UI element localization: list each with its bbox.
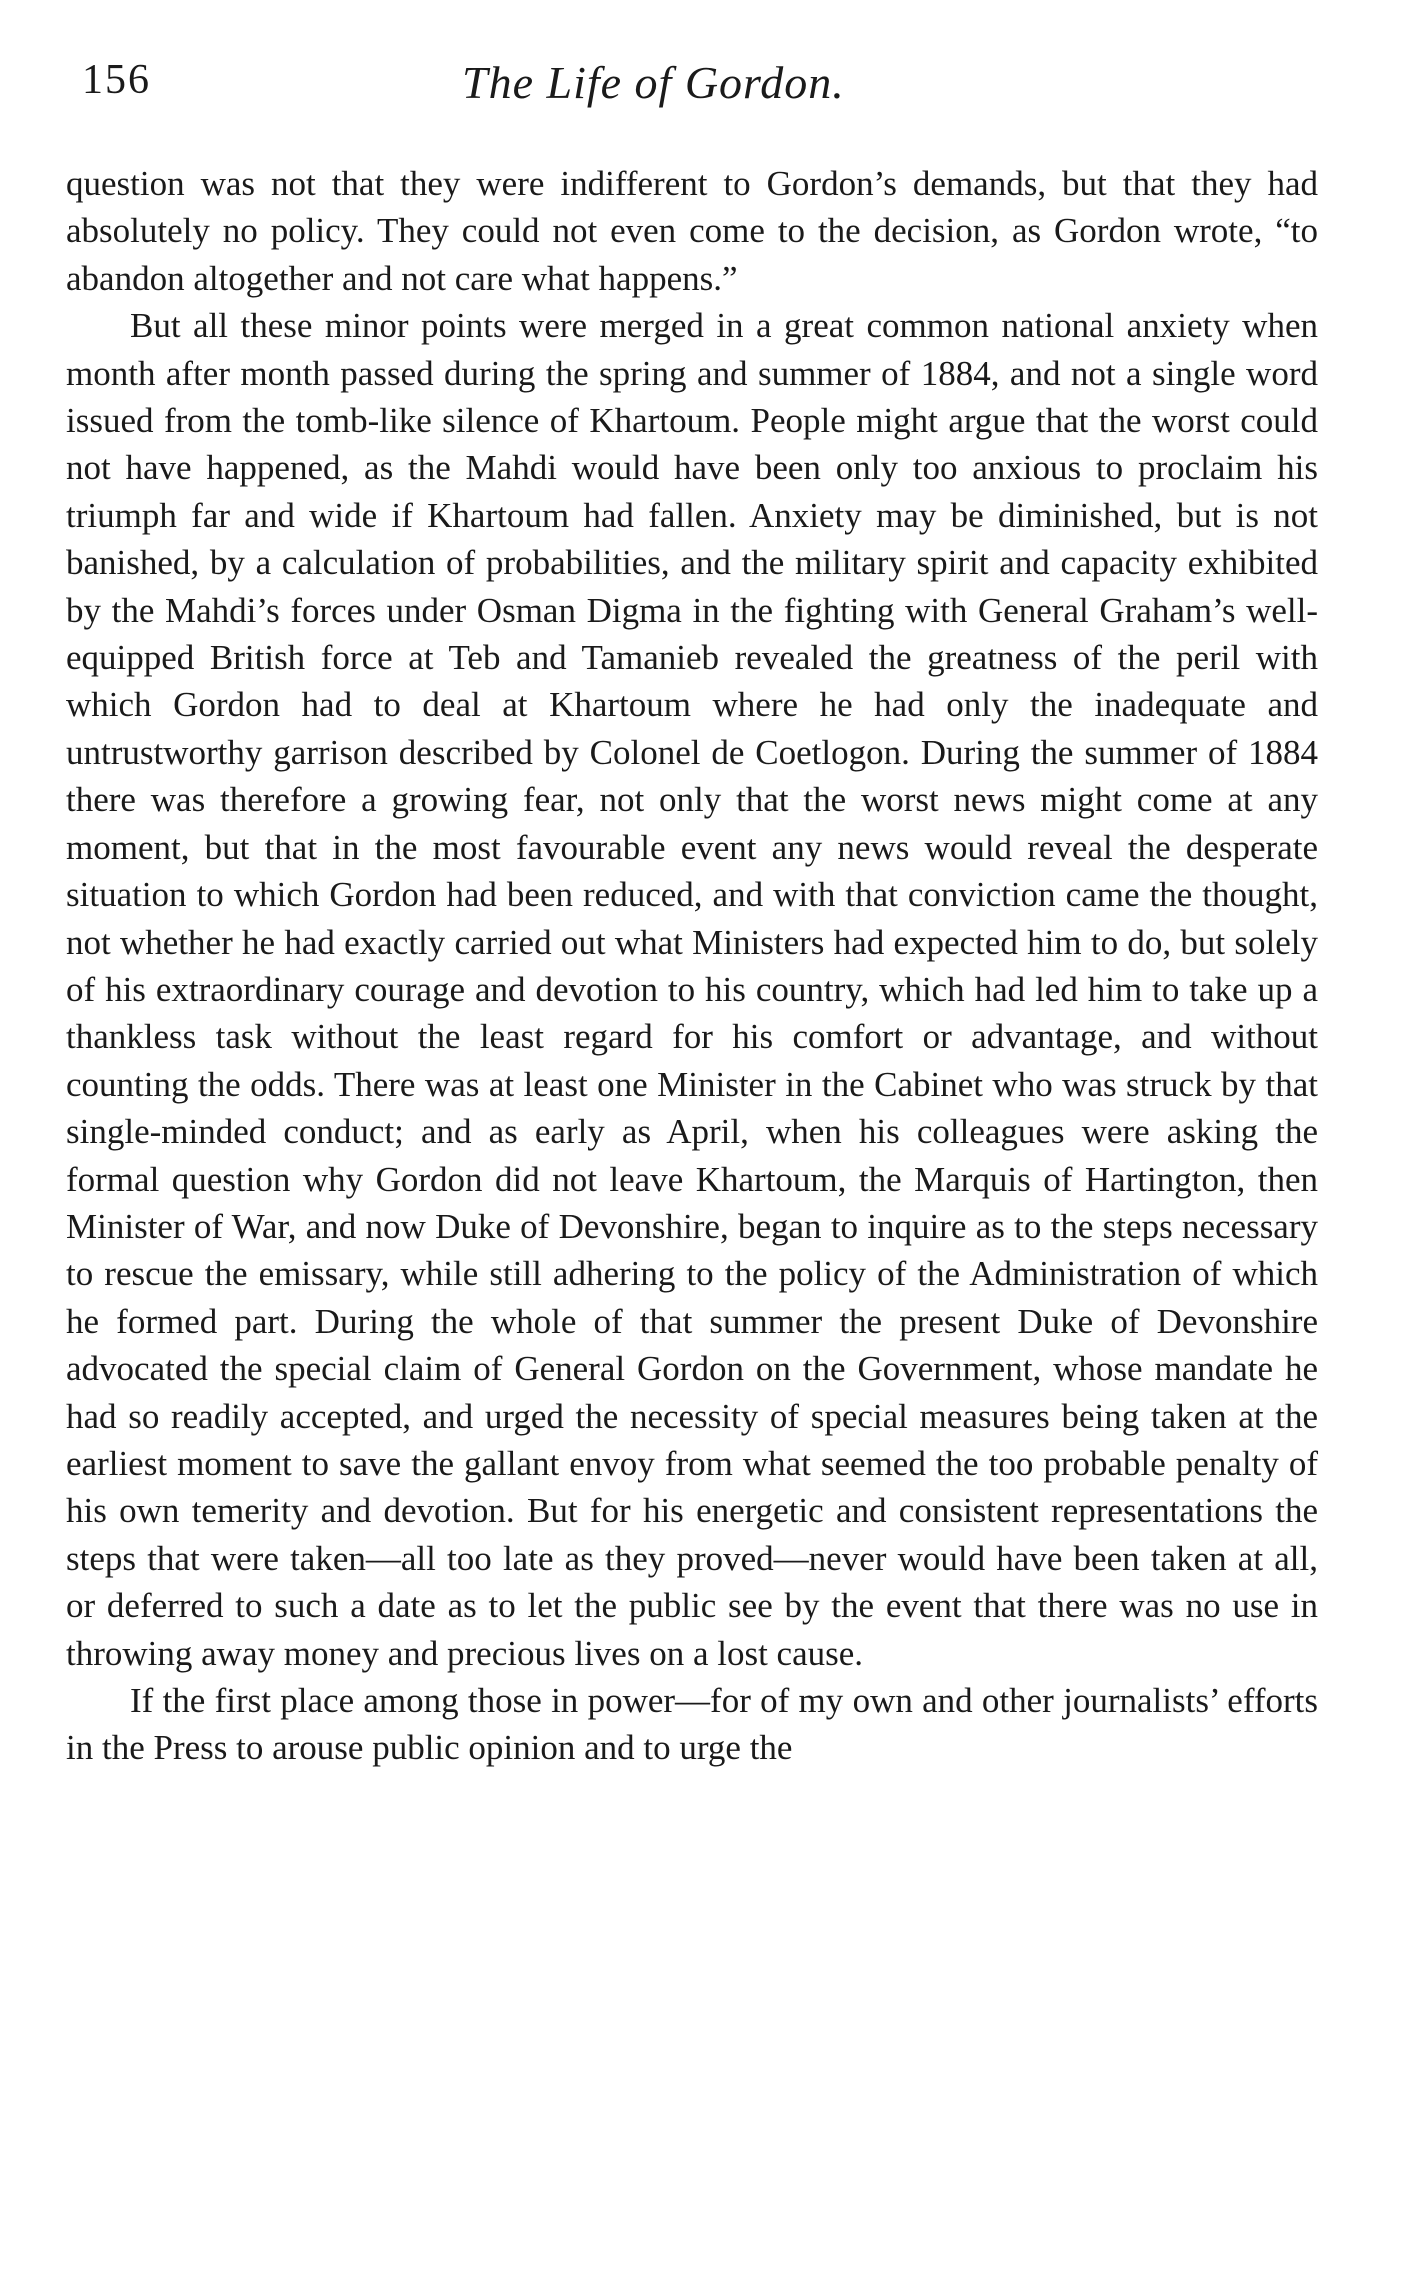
paragraph: But all these minor points were merged in a great common national anxiety when month after month passed during the spring and summer of 1884, and not a single word issued from the tomb-like silence of Khartoum. People might argue that the worst could not have happened, as the Mahdi would have been only too anxious to proclaim his triumph far and wide if Khartoum had fallen. Anxiety may be diminished, but is not banished, by a calculation of probabilities, and the military spirit and capacity exhibited by the Mahdi’s forces under Osman Digma in the fighting with General Graham’s well-equipped British force at Teb and Tamanieb revealed the greatness of the peril with which Gordon had to deal at Khartoum where he had only the inadequate and untrustworthy garrison described by Colonel de Coetlogon. During the summer of 1884 there was therefore a growing fear, not only that the worst news might come at any moment, but that in the most favourable event any news would reveal the desperate situation to which Gordon had been reduced, and with that conviction came the thought, not whether he had exactly carried out what Ministers had expected him to do, but solely of his extraordinary courage and devotion to his country, which had led him to take up a thankless task without the least regard for his comfort or advantage, and without counting the odds. There was at least one Minister in the Cabinet who was struck by that single-minded conduct; and as early as April, when his colleagues were asking the formal question why Gordon did not leave Khartoum, the Marquis of Hartington, then Minister of War, and now Duke of Devonshire, began to inquire as to the steps necessary to rescue the emissary, while still adhering to the policy of the Administration of which he formed part. During the whole of that summer the present Duke of Devonshire advocated the special claim of General Gordon on the Government, whose mandate he had so readily accepted, and urged the necessity of special measures being taken at the earliest moment to save the gallant envoy from what seemed the too probable penalty of his own temerity and devotion. But for his energetic and consistent representations the steps that were taken—all too late as they proved—never would have been taken at all, or deferred to such a date as to let the public see by the event that there was no use in throwing away money and precious lives on a lost cause. <box>66 306 1318 1673</box>
paragraph: If the first place among those in power—for of my own and other journalists’ efforts in the Press to arouse public opinion and to urge the <box>66 1681 1318 1768</box>
body-text <box>66 160 1318 1772</box>
page-number: 156 <box>82 57 151 103</box>
paragraph-continued: question was not that they were indifferent to Gordon’s demands, but that they had absolutely no policy. They could not even come to the decision, as Gordon wrote, “to abandon altogether and not care what happens.” <box>66 164 1318 298</box>
running-head <box>82 56 1312 126</box>
running-title: The Life of Gordon. <box>462 57 845 108</box>
